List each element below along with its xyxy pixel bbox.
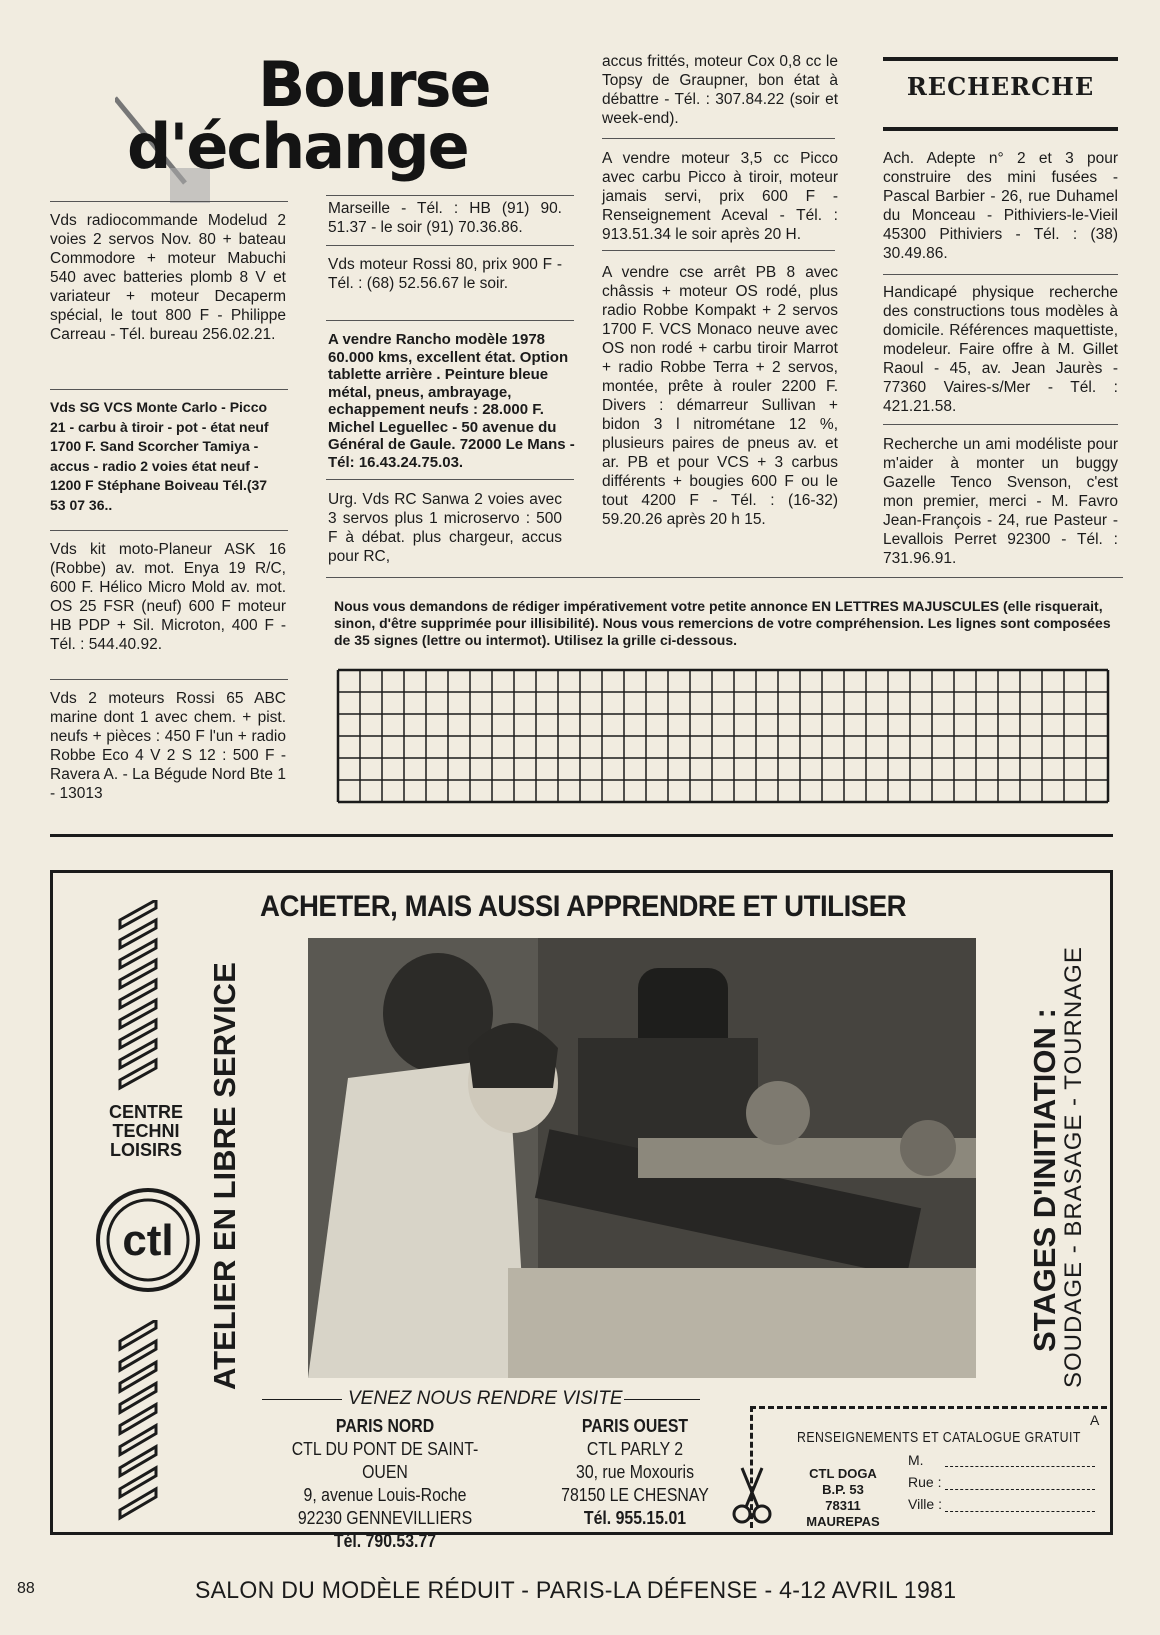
divider xyxy=(624,1399,700,1400)
divider xyxy=(262,1399,342,1400)
ctl-logo xyxy=(93,1185,203,1295)
page-title-line2: d'échange xyxy=(127,110,468,183)
column-rule xyxy=(326,479,574,480)
lathe-photo-illustration xyxy=(308,938,976,1378)
classified-ad: Vds radiocommande Modelud 2 voies 2 servos Nov. 80 + bateau Commodore + moteur Mabuchi 540 avec batteries plomb 8 V et variateur + moteur Decaperm spécial, le tout 800 F - Philippe Carreau - Tél. bureau 256.02.21. xyxy=(50,212,286,343)
column-rule xyxy=(326,320,574,321)
submission-instructions: Nous vous demandons de rédiger impérativement votre petite annonce EN LETTRES MAJUSCULES (elle risquerait, sinon, d'être supprimée pour illisibilité). Nous vous remercions de votre compréhension. Les lignes sont composées de 35 signes (lettre ou intermot). Utilisez la grille ci-dessous. xyxy=(334,598,1111,648)
column-rule xyxy=(602,138,835,139)
coupon-corner-letter: A xyxy=(1090,1412,1100,1428)
store-paris-nord xyxy=(271,1415,500,1553)
coupon-title: RENSEIGNEMENTS ET CATALOGUE GRATUIT xyxy=(797,1430,1081,1446)
section-rule xyxy=(50,834,1113,837)
spring-decoration xyxy=(114,1320,164,1530)
coupon-name-label: M. xyxy=(908,1452,924,1468)
section-rule xyxy=(883,127,1118,131)
coupon-street-label: Rue : xyxy=(908,1474,942,1490)
store-line: 78150 LE CHESNAY xyxy=(561,1485,709,1505)
classified-ad: Marseille - Tél. : HB (91) 90. 51.37 - le soir (91) 70.36.86. xyxy=(328,200,562,236)
vertical-stages-title: STAGES D'INITIATION : xyxy=(1027,1008,1062,1352)
column-rule xyxy=(326,577,1123,578)
classified-entry-grid[interactable] xyxy=(334,668,1114,806)
coupon-city-label: Ville : xyxy=(908,1496,942,1512)
store-line: 92230 GENNEVILLIERS xyxy=(297,1508,473,1528)
recherche-heading: RECHERCHE xyxy=(906,72,1095,101)
visit-invitation: VENEZ NOUS RENDRE VISITE xyxy=(348,1388,623,1409)
coupon-street-field[interactable] xyxy=(945,1488,1095,1490)
coupon-address-line: CTL DOGA xyxy=(809,1466,877,1481)
classified-ad: Vds SG VCS Monte Carlo - Picco 21 - carbu à tiroir - pot - état neuf 1700 F. Sand Scorcher Tamiya - accus - radio 2 voies état neuf - 1200 F Stéphane Boiveau Tél.(37 53 07 36.. xyxy=(50,399,269,513)
section-rule xyxy=(883,57,1118,61)
classified-ad: Recherche un ami modéliste pour m'aider à monter un buggy Gazelle Tenco Svenson, c'est mon premier, merci - M. Favro Jean-François - 24, rue Pasteur - Levallois Perret 92300 - Tél. : 731.96.91. xyxy=(883,436,1118,567)
column-rule xyxy=(326,245,574,246)
classified-ad: A vendre moteur 3,5 cc Picco avec carbu Picco à tiroir, moteur jamais servi, prix 600 F - Renseignement Aceval - Tél. : 913.51.34 le soir après 20 H. xyxy=(602,150,838,243)
store-line: 30, rue Moxouris xyxy=(576,1462,694,1482)
workshop-photo xyxy=(308,938,976,1378)
store-phone: Tél. 790.53.77 xyxy=(333,1531,437,1551)
column-rule xyxy=(602,250,835,251)
store-line: CTL PARLY 2 xyxy=(586,1439,684,1459)
footer-salon: SALON DU MODÈLE RÉDUIT - PARIS-LA DÉFENSE - 4-12 AVRIL 1981 xyxy=(195,1577,957,1604)
promo-headline: ACHETER, MAIS AUSSI APPRENDRE ET UTILISER xyxy=(260,890,907,923)
classified-ad: accus frittés, moteur Cox 0,8 cc le Topsy de Graupner, bon état à débattre - Tél. : 307.84.22 (soir et week-end). xyxy=(602,53,838,127)
store-phone: Tél. 955.15.01 xyxy=(583,1508,687,1528)
classified-ad: Vds moteur Rossi 80, prix 900 F - Tél. : (68) 52.56.67 le soir. xyxy=(328,256,562,292)
column-rule xyxy=(50,201,288,202)
classified-ad: Vds kit moto-Planeur ASK 16 (Robbe) av. mot. Enya 19 R/C, 600 F. Hélico Micro Mold av. mot. OS 25 FSR (neuf) 600 F moteur HB PDP + Sil. Microton, 400 F - Tél. : 544.40.92. xyxy=(50,541,286,653)
brand-name xyxy=(96,1103,196,1160)
store-title: PARIS NORD xyxy=(335,1416,435,1436)
coupon-address xyxy=(788,1466,898,1530)
coupon-name-field[interactable] xyxy=(945,1465,1095,1467)
page-number: 88 xyxy=(17,1580,35,1597)
brand-line: TECHNI xyxy=(112,1121,180,1141)
scissors-icon xyxy=(730,1466,774,1526)
classified-ad: Vds 2 moteurs Rossi 65 ABC marine dont 1 avec chem. + pist. neufs + pièces : 450 F l'un + radio Robbe Eco 4 V 2 S 12 : 500 F - Ravera A. - La Bégude Nord Bte 1 - 13013 xyxy=(50,690,286,802)
brand-line: CENTRE xyxy=(108,1102,183,1122)
brand-line: LOISIRS xyxy=(109,1140,182,1160)
store-line: 9, avenue Louis-Roche xyxy=(303,1485,467,1505)
page-title-line1: Bourse xyxy=(258,48,490,121)
column-rule xyxy=(50,530,288,531)
column-rule xyxy=(50,679,288,680)
classified-ad: Handicapé physique recherche des constructions tous modèles à domicile. Références maquettiste, modeleur. Faire offre à M. Gillet Raoul - 45, av. Jean Jaurès - 77360 Vaires-s/Mer - Tél. : 421.21.58. xyxy=(883,284,1118,415)
column-rule xyxy=(326,195,574,196)
column-rule xyxy=(883,424,1118,425)
classified-ad: A vendre cse arrêt PB 8 avec châssis + moteur OS rodé, plus radio Robbe Kompakt + 2 servos 1700 F. VCS Monaco neuve avec OS non rodé + carbu tiroir Marrot + radio Robbe Terra + 2 servos, montée, prête à rouler 2200 F. Divers : démarreur Sullivan + bidon 3 l nitrométane 12 %, plusieurs paires de pneus av. et ar. PB et pour VCS + 3 carbus différents + bougies 600 F ou le tout 4200 F - Tél. : (16-32) 59.20.26 après 20 h 15. xyxy=(602,264,838,528)
classified-ad: Urg. Vds RC Sanwa 2 voies avec 3 servos plus 1 microservo : 500 F à débat. plus chargeur, accus pour RC, xyxy=(328,491,562,565)
store-title: PARIS OUEST xyxy=(581,1416,689,1436)
classified-ad: Ach. Adepte n° 2 et 3 pour construire des mini fusées - Pascal Barbier - 26, rue Duhamel du Monceau - Pithiviers-le-Vieil 45300 Pithiviers - Tél. : (38) 30.49.86. xyxy=(883,150,1118,262)
logo-text: ctl xyxy=(122,1216,174,1265)
coupon-city-field[interactable] xyxy=(945,1510,1095,1512)
column-rule xyxy=(50,389,288,390)
vertical-stages-list: SOUDAGE - BRASAGE - TOURNAGE xyxy=(1060,946,1087,1388)
coupon-address-line: 78311 MAUREPAS xyxy=(806,1498,880,1529)
column-rule xyxy=(883,274,1118,275)
store-paris-ouest xyxy=(547,1415,723,1530)
store-line: CTL DU PONT DE SAINT-OUEN xyxy=(291,1439,479,1482)
coupon-address-line: B.P. 53 xyxy=(822,1482,864,1497)
vertical-slogan: ATELIER EN LIBRE SERVICE xyxy=(207,962,242,1390)
title-block xyxy=(115,48,495,198)
classified-ad: A vendre Rancho modèle 1978 60.000 kms, excellent état. Option tablette arrière . Peinture bleue métal, pneus, ambrayage, echappement neufs : 28.000 F. Michel Leguellec - 50 avenue du Général de Gaule. 72000 Le Mans - Tél: 16.43.24.75.03. xyxy=(328,331,575,471)
